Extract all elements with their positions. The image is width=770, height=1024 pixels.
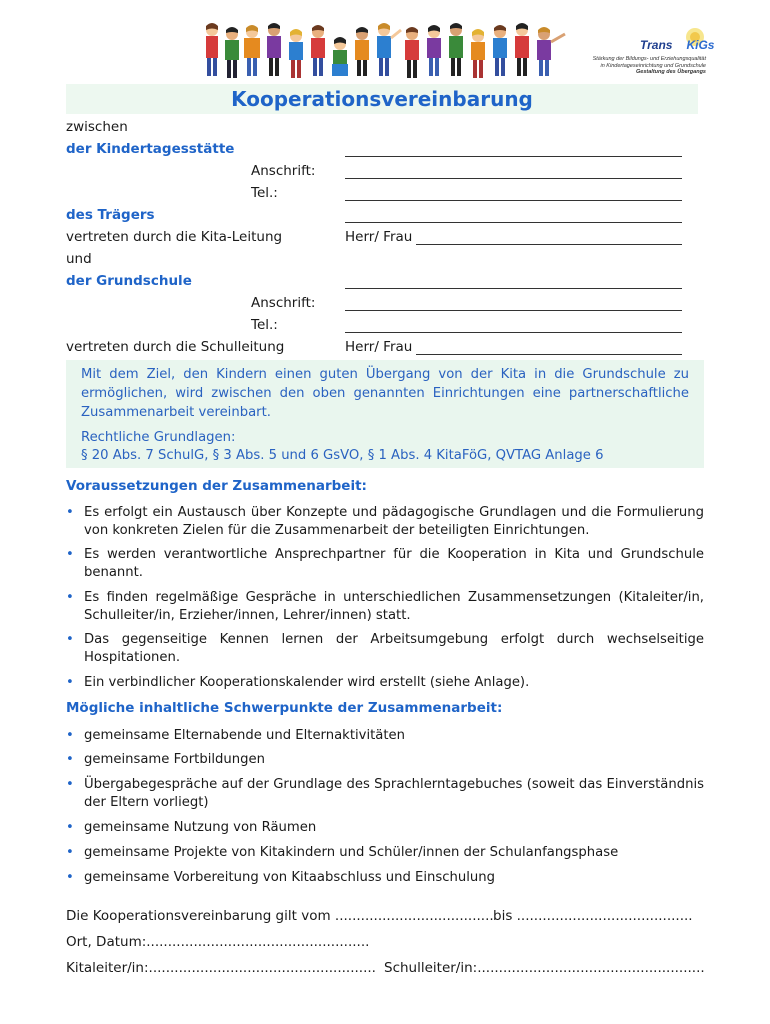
- list-item: [66, 869, 704, 887]
- list-item-text: gemeinsame Vorbereitung von Kitaabschluss und Einschulung: [84, 870, 495, 885]
- schule-phone-line[interactable]: [345, 332, 682, 333]
- list-item-text: gemeinsame Elternabende und Elternaktivitäten: [84, 728, 406, 743]
- list-item-text: Übergabegespräche auf der Grundlage des Sprachlerntagebuches (soweit das Einverständnis der Eltern vorliegt): [84, 777, 704, 810]
- legal-heading: Rechtliche Grundlagen:: [81, 430, 236, 445]
- list-item-text: Das gegenseitige Kennen lernen der Arbeitsumgebung erfolgt durch wechselseitige Hospitationen.: [84, 632, 704, 665]
- list-item: [66, 844, 704, 862]
- herr-frau-kita-label: Herr/ Frau: [345, 229, 413, 245]
- bullet-icon: •: [66, 820, 74, 835]
- list-item: [66, 631, 704, 667]
- list-item-text: gemeinsame Projekte von Kitakindern und Schüler/innen der Schulanfangsphase: [84, 845, 619, 860]
- kita-leitung-line[interactable]: [416, 244, 682, 245]
- herr-frau-schule-label: Herr/ Frau: [345, 339, 413, 355]
- bullet-icon: •: [66, 728, 74, 743]
- validity-to-field[interactable]: bis .........................................: [493, 908, 693, 924]
- legal-text: § 20 Abs. 7 SchulG, § 3 Abs. 5 und 6 GsVO, § 1 Abs. 4 KitaFöG, QVTAG Anlage 6: [81, 448, 604, 463]
- logo-subtitle: [588, 56, 706, 76]
- kita-name-line[interactable]: [345, 156, 682, 157]
- list-item: [66, 751, 704, 769]
- list-item: [66, 504, 704, 540]
- schule-name-line[interactable]: [345, 288, 682, 289]
- list-item: [66, 727, 704, 745]
- tel-kita-label: Tel.:: [251, 185, 278, 201]
- intro-text: Mit dem Ziel, den Kindern einen guten Übergang von der Kita in die Grundschule zu ermöglichen, wird zwischen den oben genannten Einrichtungen eine partnerschaftliche Zusammenarbeit vereinbart.: [81, 367, 689, 420]
- anschrift-kita-label: Anschrift:: [251, 163, 316, 179]
- logo-sub-line3: Gestaltung des Übergangs: [636, 69, 706, 75]
- bullet-icon: •: [66, 590, 74, 605]
- page-title: Kooperationsvereinbarung: [231, 87, 533, 111]
- bullet-icon: •: [66, 752, 74, 767]
- schule-address-line[interactable]: [345, 310, 682, 311]
- validity-from-field[interactable]: Die Kooperationsvereinbarung gilt vom .....................................: [66, 908, 494, 924]
- kita-heading: der Kindertagesstätte: [66, 141, 235, 157]
- section2-heading: Mögliche inhaltliche Schwerpunkte der Zusammenarbeit:: [66, 700, 503, 716]
- bullet-icon: •: [66, 632, 74, 647]
- schulleiter-signature-field[interactable]: Schulleiter/in:.....................................................: [384, 960, 705, 976]
- list-item-text: gemeinsame Nutzung von Räumen: [84, 820, 317, 835]
- traeger-heading: des Trägers: [66, 207, 155, 223]
- list-item-text: Es werden verantwortliche Ansprechpartner für die Kooperation in Kita und Grundschule benannt.: [84, 547, 704, 580]
- list-item: [66, 776, 704, 812]
- schulleitung-line[interactable]: [416, 354, 682, 355]
- list-item-text: Es erfolgt ein Austausch über Konzepte und pädagogische Grundlagen und die Formulierung von konkreten Zielen für die Zusammenarbeit der beteiligten Einrichtungen.: [84, 505, 704, 538]
- logo-part1: Trans: [640, 38, 673, 52]
- list-item: [66, 674, 704, 692]
- kita-address-line[interactable]: [345, 178, 682, 179]
- kitaleiter-signature-field[interactable]: Kitaleiter/in:.....................................................: [66, 960, 376, 976]
- logo-sub-line1: Stärkung der Bildungs- und Erziehungsqualität: [592, 56, 706, 62]
- traeger-line[interactable]: [345, 222, 682, 223]
- bullet-icon: •: [66, 870, 74, 885]
- vertreten-kita-label: vertreten durch die Kita-Leitung: [66, 229, 283, 245]
- list-item: [66, 589, 704, 625]
- children-illustration: [196, 22, 578, 78]
- section1-heading: Voraussetzungen der Zusammenarbeit:: [66, 478, 367, 494]
- place-date-field[interactable]: Ort, Datum:....................................................: [66, 934, 370, 950]
- bullet-icon: •: [66, 675, 74, 690]
- list-item-text: Es finden regelmäßige Gespräche in unterschiedlichen Zusammensetzungen (Kitaleiter/in, Schulleiter/in, Erzieher/innen, Lehrer/innen) statt.: [84, 590, 704, 623]
- child-figures-icon: [206, 23, 565, 78]
- list-item: [66, 546, 704, 582]
- logo-part2: KiGs: [686, 38, 715, 52]
- transkigs-logo: [640, 38, 714, 52]
- list-item-text: gemeinsame Fortbildungen: [84, 752, 265, 767]
- anschrift-schule-label: Anschrift:: [251, 295, 316, 311]
- bullet-icon: •: [66, 547, 74, 562]
- und-label: und: [66, 251, 92, 267]
- bullet-icon: •: [66, 777, 74, 792]
- logo-sub-line2: in Kindertageseinrichtung und Grundschule: [600, 62, 706, 69]
- kita-phone-line[interactable]: [345, 200, 682, 201]
- bullet-icon: •: [66, 845, 74, 860]
- bullet-icon: •: [66, 505, 74, 520]
- tel-schule-label: Tel.:: [251, 317, 278, 333]
- schule-heading: der Grundschule: [66, 273, 192, 289]
- zwischen-label: zwischen: [66, 119, 128, 135]
- vertreten-schule-label: vertreten durch die Schulleitung: [66, 339, 285, 355]
- list-item-text: Ein verbindlicher Kooperationskalender wird erstellt (siehe Anlage).: [84, 675, 530, 690]
- list-item: [66, 819, 704, 837]
